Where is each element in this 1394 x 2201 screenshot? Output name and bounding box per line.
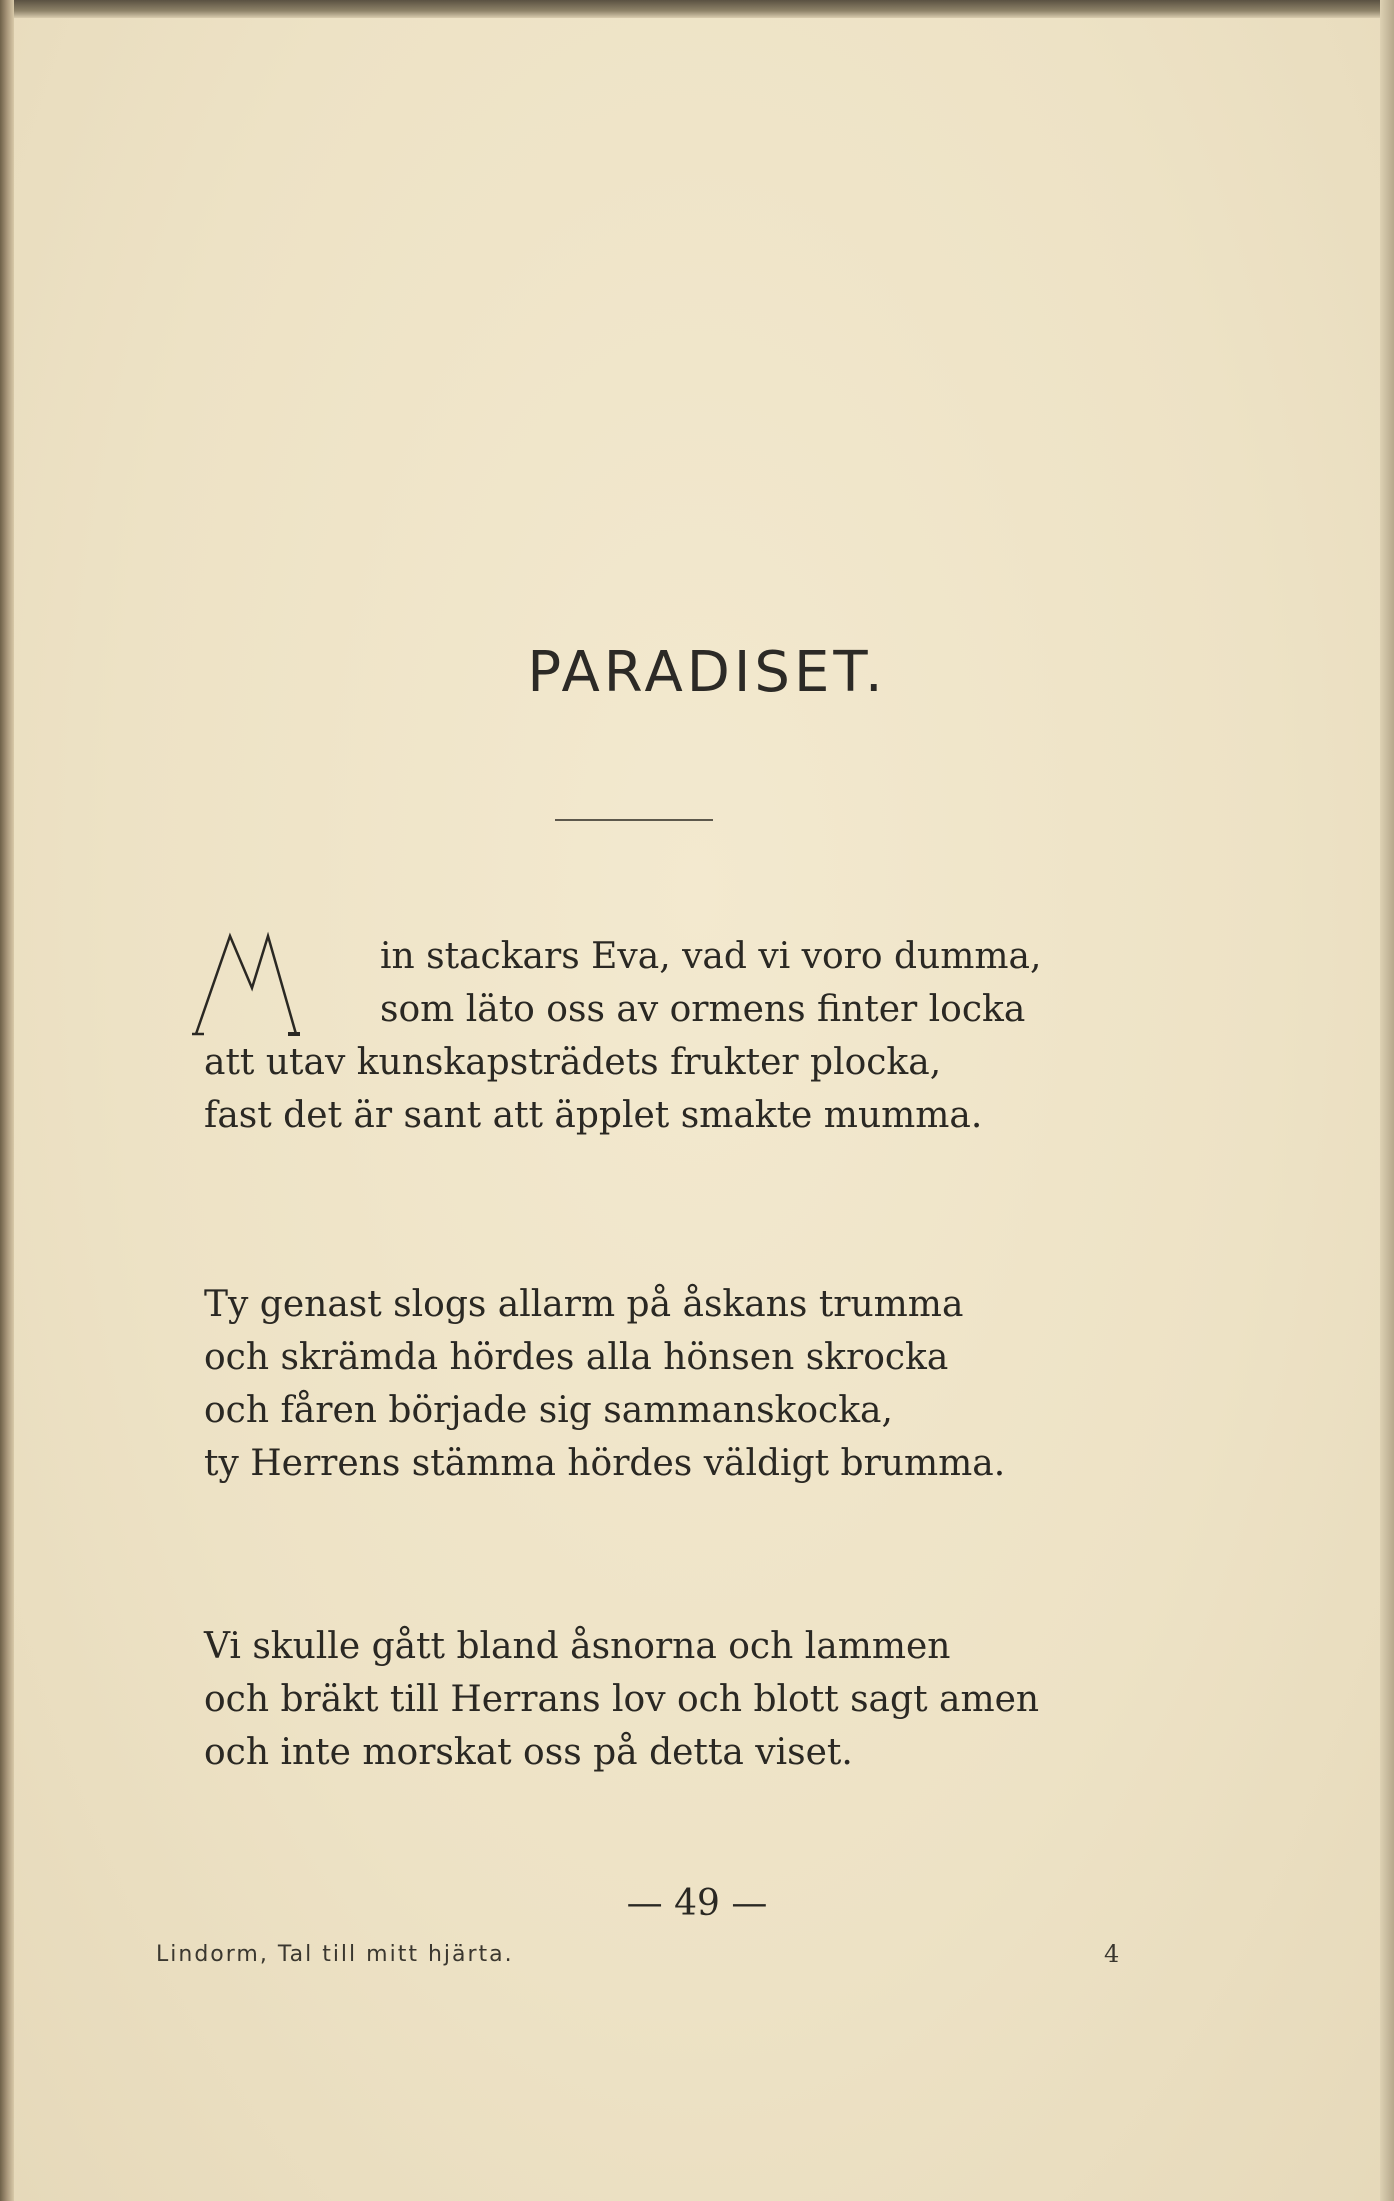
verse-line: att utav kunskapsträdets frukter plocka, — [204, 1042, 942, 1083]
drop-cap-lines — [190, 930, 1190, 1036]
footer-signature: Lindorm, Tal till mitt hjärta. — [156, 1942, 514, 1967]
stanza-2 — [190, 1278, 1190, 1490]
poem-title: PARADISET. — [527, 640, 887, 705]
page-number: — 49 — — [626, 1883, 768, 1924]
page-top-edge — [0, 0, 1394, 18]
verse-line: in stackars Eva, vad vi voro dumma, — [380, 936, 1042, 977]
book-page — [14, 18, 1380, 2201]
verse-line: Vi skulle gått bland åsnorna och lammen — [204, 1626, 951, 1667]
stanza-1 — [190, 930, 1190, 1142]
verse-line: som läto oss av ormens finter locka — [380, 989, 1026, 1030]
verse-line: ty Herrens stämma hördes väldigt brumma. — [204, 1443, 1006, 1484]
verse-line: och bräkt till Herrans lov och blott sagt amen — [204, 1679, 1040, 1720]
page-right-edge — [1380, 0, 1394, 2201]
title-divider — [555, 819, 713, 821]
verse-line: och skrämda hördes alla hönsen skrocka — [204, 1337, 949, 1378]
verse-line: Ty genast slogs allarm på åskans trumma — [204, 1284, 964, 1325]
stanza-3 — [190, 1620, 1190, 1779]
verse-line: och fåren började sig sammanskocka, — [204, 1390, 893, 1431]
verse-line: och inte morskat oss på detta viset. — [204, 1732, 853, 1773]
footer-sheet-number: 4 — [1104, 1940, 1120, 1968]
verse-line: fast det är sant att äpplet smakte mumma. — [204, 1095, 983, 1136]
page-left-edge — [0, 0, 14, 2201]
